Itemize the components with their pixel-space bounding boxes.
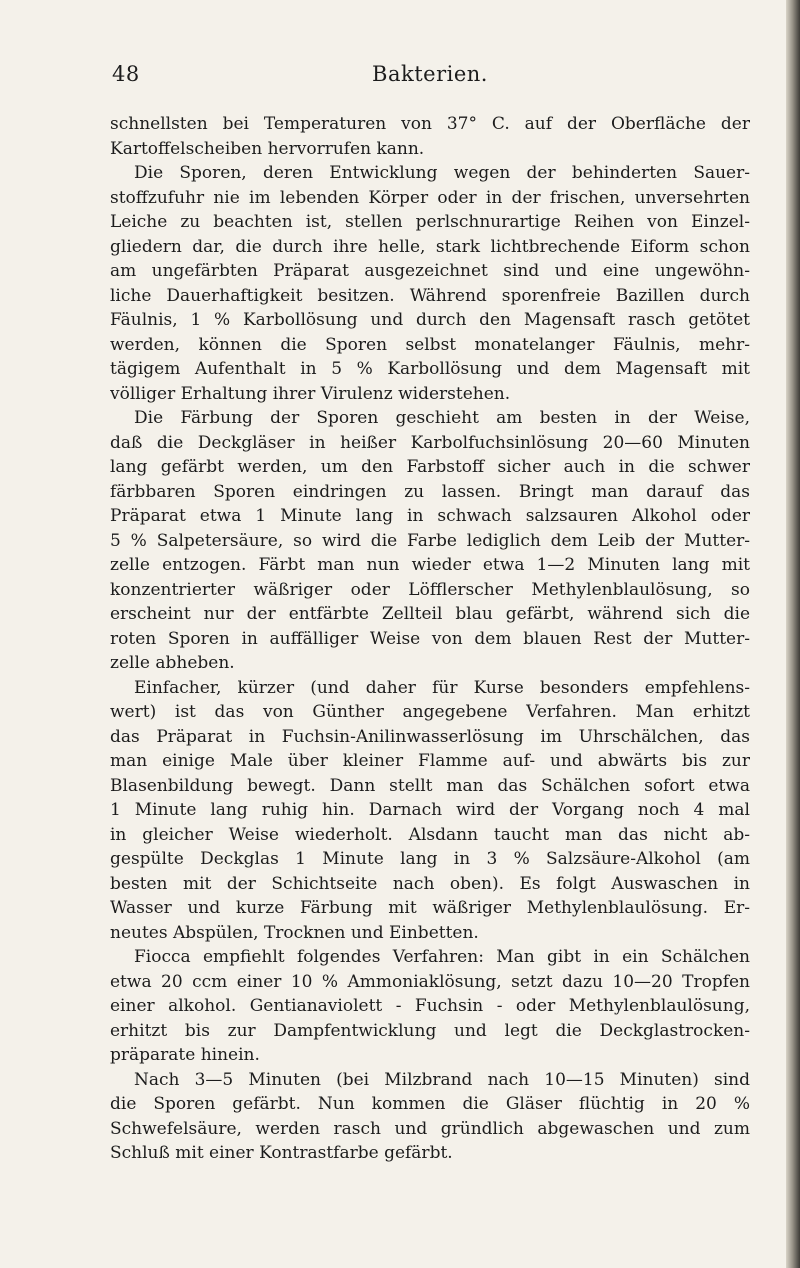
text-line: Schluß mit einer Kontrastfarbe gefärbt. [110, 1143, 453, 1163]
text-line: Einfacher, kürzer (und daher für Kurse besonders empfehlens- [134, 677, 750, 698]
page-header [110, 62, 750, 94]
text-line: Fäulnis, 1 % Karbollösung und durch den Magensaft rasch getötet [110, 310, 750, 330]
text-line: Die Sporen, deren Entwicklung wegen der behinderten Sauer- [134, 163, 750, 183]
text-line: in gleicher Weise wiederholt. Alsdann taucht man das nicht ab- [110, 824, 750, 845]
text-line: die Sporen gefärbt. Nun kommen die Gläser flüchtig in 20 % [110, 1094, 750, 1114]
text-line: Nach 3—5 Minuten (bei Milzbrand nach 10—15 Minuten) sind [134, 1069, 750, 1090]
text-line: besten mit der Schichtseite nach oben). Es folgt Auswaschen in [110, 873, 750, 894]
text-line: lang gefärbt werden, um den Farbstoff sicher auch in die schwer [110, 457, 750, 477]
text-line: schnellsten bei Temperaturen von 37° C. auf der Oberfläche der [110, 114, 750, 134]
text-line: roten Sporen in auffälliger Weise von dem blauen Rest der Mutter- [110, 628, 750, 649]
page-number: 48 [112, 62, 140, 86]
text-line: daß die Deckgläser in heißer Karbolfuchsinlösung 20—60 Minuten [110, 432, 750, 453]
text-line: neutes Abspülen, Trocknen und Einbetten. [110, 922, 479, 943]
running-title: Bakterien. [372, 62, 488, 86]
text-line: erscheint nur der entfärbte Zellteil blau gefärbt, während sich die [110, 604, 750, 624]
text-line: zelle abheben. [110, 653, 235, 673]
text-line: 1 Minute lang ruhig hin. Darnach wird der Vorgang noch 4 mal [110, 800, 750, 820]
text-line: einer alkohol. Gentianaviolett - Fuchsin - oder Methylenblaulösung, [110, 996, 750, 1016]
text-line: gliedern dar, die durch ihre helle, stark lichtbrechende Eiform schon [110, 236, 750, 257]
text-line: konzentrierter wäßriger oder Löfflerscher Methylenblaulösung, so [110, 579, 750, 600]
text-line: Präparat etwa 1 Minute lang in schwach salzsauren Alkohol oder [110, 506, 750, 526]
text-line: Die Färbung der Sporen geschieht am besten in der Weise, [134, 408, 750, 428]
text-line: am ungefärbten Präparat ausgezeichnet sind und eine ungewöhn- [110, 261, 750, 281]
text-line: tägigem Aufenthalt in 5 % Karbollösung und dem Magensaft mit [110, 359, 750, 379]
text-line: man einige Male über kleiner Flamme auf- und abwärts bis zur [110, 751, 750, 771]
text-line: etwa 20 ccm einer 10 % Ammoniaklösung, setzt dazu 10—20 Tropfen [110, 971, 750, 992]
text-line: zelle entzogen. Färbt man nun wieder etwa 1—2 Minuten lang mit [110, 555, 750, 575]
body-text [110, 112, 750, 1166]
text-line: färbbaren Sporen eindringen zu lassen. Bringt man darauf das [110, 481, 750, 502]
text-line: wert) ist das von Günther angegebene Verfahren. Man erhitzt [110, 702, 750, 722]
text-line: Leiche zu beachten ist, stellen perlschnurartige Reihen von Einzel- [110, 212, 750, 232]
text-line: völliger Erhaltung ihrer Virulenz widerstehen. [110, 383, 511, 404]
text-line: stoffzufuhr nie im lebenden Körper oder in der frischen, unversehrten [110, 187, 750, 208]
text-line: gespülte Deckglas 1 Minute lang in 3 % Salzsäure-Alkohol (am [110, 849, 750, 869]
page-edge-shadow [786, 0, 800, 1268]
text-line: 5 % Salpetersäure, so wird die Farbe lediglich dem Leib der Mutter- [110, 530, 750, 551]
text-line: liche Dauerhaftigkeit besitzen. Während sporenfreie Bazillen durch [110, 285, 750, 306]
text-line: präparate hinein. [110, 1045, 260, 1065]
text-line: Wasser und kurze Färbung mit wäßriger Methylenblaulösung. Er- [110, 898, 750, 918]
text-line: werden, können die Sporen selbst monatelanger Fäulnis, mehr- [110, 334, 750, 355]
text-line: erhitzt bis zur Dampfentwicklung und legt die Deckglastrocken- [110, 1020, 750, 1041]
text-line: Kartoffelscheiben hervorrufen kann. [110, 138, 425, 159]
text-line: Blasenbildung bewegt. Dann stellt man das Schälchen sofort etwa [110, 775, 750, 796]
text-line: Schwefelsäure, werden rasch und gründlich abgewaschen und zum [110, 1118, 750, 1139]
text-line: Fiocca empfiehlt folgendes Verfahren: Man gibt in ein Schälchen [134, 947, 750, 967]
text-line: das Präparat in Fuchsin-Anilinwasserlösung im Uhrschälchen, das [110, 726, 750, 747]
